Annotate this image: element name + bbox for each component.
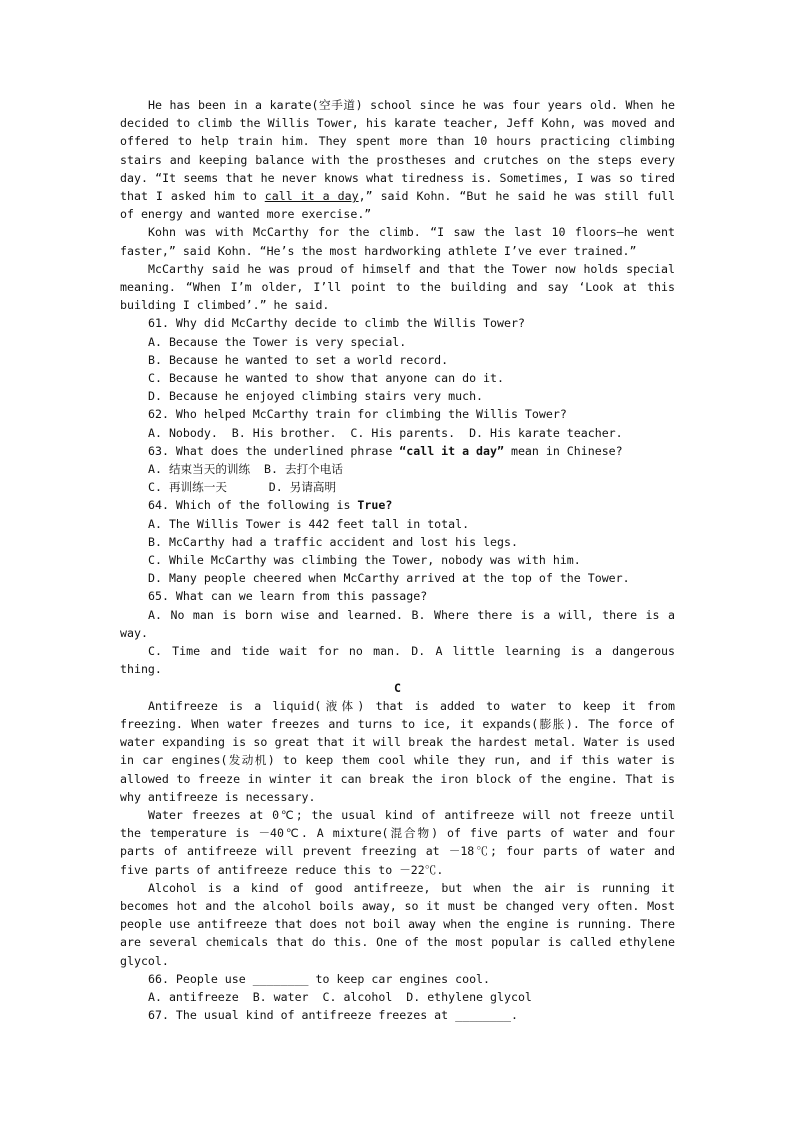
question-63-options-ab: A. 结束当天的训练 B. 去打个电话	[148, 462, 343, 477]
question-61-option-c: C. Because he wanted to show that anyone can do it.	[148, 371, 504, 386]
question-66-options: A. antifreeze B. water C. alcohol D. ethylene glycol	[148, 989, 532, 1004]
question-67-stem: 67. The usual kind of antifreeze freezes at ________.	[148, 1008, 518, 1023]
question-65-stem: 65. What can we learn from this passage?	[148, 589, 428, 604]
passage-b-paragraph-1: He has been in a karate(空手道) school since he was four years old. When he decided to climb the Willis Tower, his karate teacher, Jeff Kohn, was moved and offered to help train him. They spent more than 10 hours practicing climbing stairs and keeping balance with the prostheses and crutches on the steps every day. “It seems that he never knows what tiredness is. Sometimes, I was so tired that I asked him to call it a day,” said Kohn. “But he said he was still full of energy and wanted more exercise.”	[120, 98, 676, 222]
exam-page	[120, 96, 675, 1024]
section-c-heading: C	[394, 680, 401, 695]
question-64-option-b: B. McCarthy had a traffic accident and lost his legs.	[148, 534, 518, 549]
question-61-option-d: D. Because he enjoyed climbing stairs very much.	[148, 389, 484, 404]
section-c-paragraph-1: Antifreeze is a liquid(液体) that is added to water to keep it from freezing. When water freezes and turns to ice, it expands(膨胀). The force of water expanding is so great that it will break the hardest metal. Water is used in car engines(发动机) to keep them cool while they run, and if this water is allowed to freeze in winter it can break the iron block of the engine. That is why antifreeze is necessary.	[120, 698, 675, 804]
section-c-paragraph-2: Water freezes at 0℃; the usual kind of antifreeze will not freeze until the temperature is －40℃. A mixture(混合物) of five parts of water and four parts of antifreeze will prevent freezing at －18℃; four parts of water and five parts of antifreeze reduce this to －22℃.	[120, 807, 675, 877]
question-65-options-ab: A. No man is born wise and learned. B. Where there is a will, there is a way.	[120, 607, 675, 640]
question-61-option-b: B. Because he wanted to set a world record.	[148, 352, 449, 367]
question-65-options-cd: C. Time and tide wait for no man. D. A little learning is a dangerous thing.	[120, 644, 676, 677]
question-61-stem: 61. Why did McCarthy decide to climb the Willis Tower?	[148, 316, 525, 331]
passage-b-paragraph-2: Kohn was with McCarthy for the climb. “I saw the last 10 floors—he went faster,” said Kohn. “He’s the most hardworking athlete I’ve ever trained.”	[120, 225, 675, 258]
question-62-options: A. Nobody. B. His brother. C. His parents. D. His karate teacher.	[148, 425, 623, 440]
question-63-options-cd: C. 再训练一天 D. 另请高明	[148, 480, 337, 495]
question-61-option-a: A. Because the Tower is very special.	[148, 334, 407, 349]
question-64-option-c: C. While McCarthy was climbing the Tower, nobody was with him.	[148, 553, 581, 568]
section-c-paragraph-3: Alcohol is a kind of good antifreeze, but when the air is running it becomes hot and the alcohol boils away, so it must be changed very often. Most people use antifreeze that does not boil away when the engine is running. There are several chemicals that do this. One of the most popular is called ethylene glycol.	[120, 880, 675, 968]
passage-b-paragraph-3: McCarthy said he was proud of himself and that the Tower now holds special meaning. “When I’m older, I’ll point to the building and say ‘Look at this building I climbed’.” he said.	[120, 261, 675, 313]
underlined-phrase: call it a day	[264, 189, 359, 204]
question-66-stem: 66. People use ________ to keep car engines cool.	[148, 971, 491, 986]
question-64-stem: 64. Which of the following is True?	[148, 498, 393, 513]
question-63-stem: 63. What does the underlined phrase “call it a day” mean in Chinese?	[148, 443, 623, 458]
question-64-option-a: A. The Willis Tower is 442 feet tall in total.	[148, 516, 470, 531]
question-64-option-d: D. Many people cheered when McCarthy arrived at the top of the Tower.	[148, 571, 630, 586]
question-62-stem: 62. Who helped McCarthy train for climbing the Willis Tower?	[148, 407, 567, 422]
